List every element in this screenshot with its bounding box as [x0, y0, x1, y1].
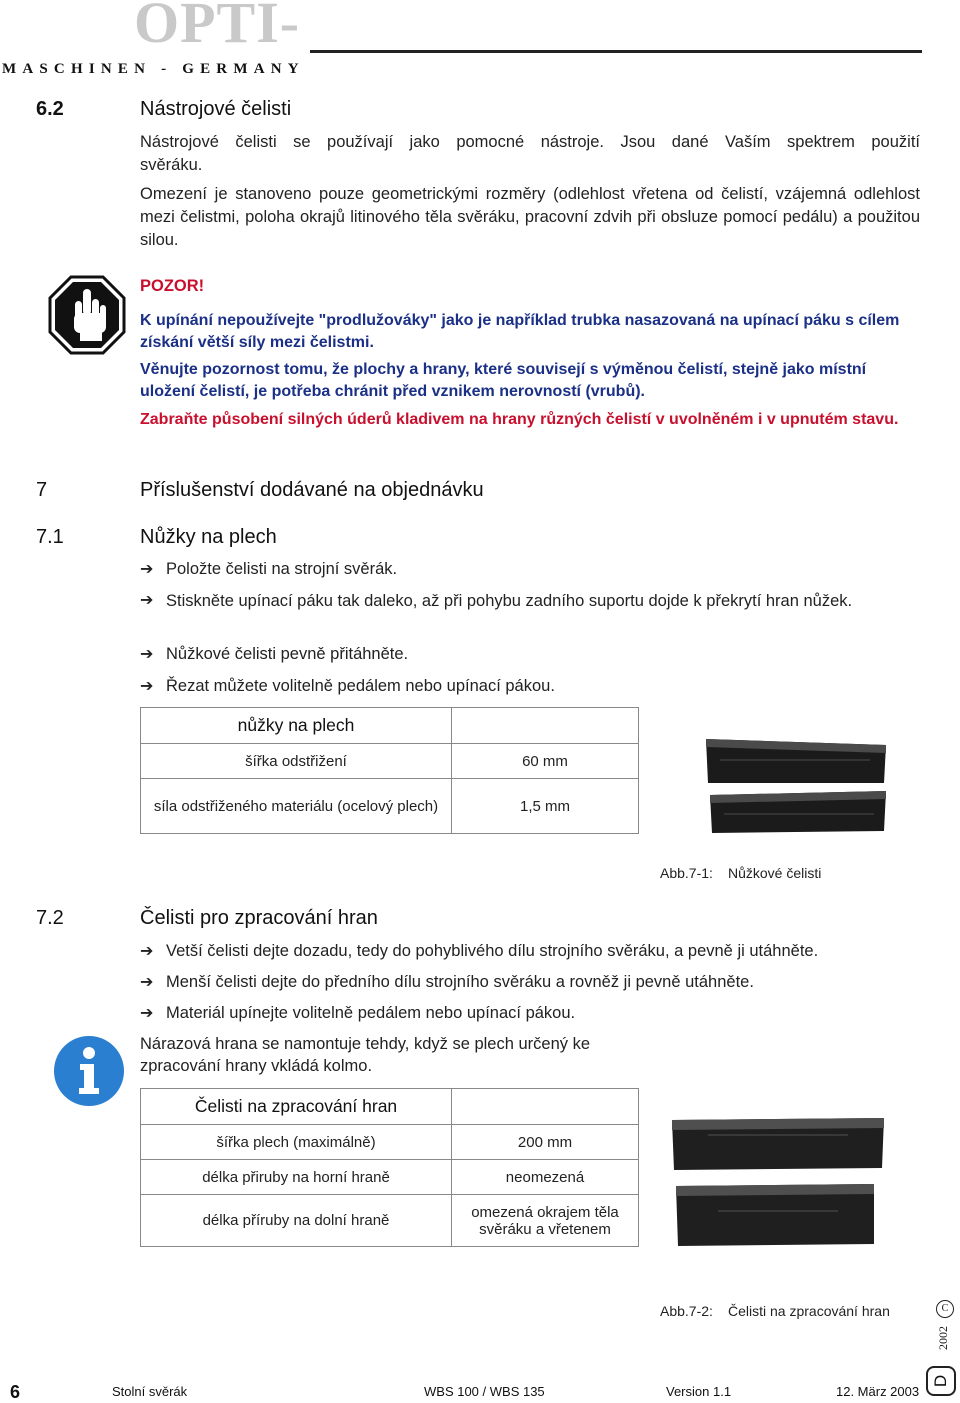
info-icon [52, 1034, 126, 1108]
edge-stop-note: Nárazová hrana se namontuje tehdy, když se plech určený ke zpracování hrany vkládá kolmo. [140, 1035, 591, 1075]
table-row [141, 1195, 639, 1247]
warning-text-surfaces: Věnujte pozornost tomu, že plochy a hrany, které souvisejí s výměnou čelistí, stejně jako místní uložení čelistí, je potřeba chránit před vznikem nerovností (vrubů). [140, 361, 867, 400]
warning-text-hammer: Zabraňte působení silných úderů kladivem na hrany různých čelistí v uvolněném i v upnutém stavu. [140, 411, 899, 428]
page-number: 6 [10, 1382, 21, 1402]
table-cell-label: šířka odstřižení [141, 744, 452, 779]
table-cell-value: 200 mm [452, 1125, 639, 1160]
language-badge: D [926, 1366, 956, 1396]
arrow-right-icon: ➔ [140, 646, 154, 663]
arrow-right-icon: ➔ [140, 561, 154, 578]
list-item: ➔ Menší čelisti dejte do předního dílu strojního svěráku a rovněž ji pevně utáhněte. [140, 971, 920, 994]
table-cell-value: 1,5 mm [452, 779, 639, 834]
table-row [141, 1125, 639, 1160]
section-number-6-2: 6.2 [36, 98, 64, 120]
edge-jaws-photo [668, 1114, 890, 1250]
table-header: nůžky na plech [141, 708, 452, 744]
copyright-mark [930, 1296, 958, 1350]
table-cell-label: délka příruby na dolní hraně [141, 1195, 452, 1247]
paragraph-6-2-line1: Nástrojové čelisti se používají jako pomocné nástroje. Jsou dané Vaším spektrem použití [140, 133, 920, 151]
figure-caption-text: Čelisti na zpracování hran [728, 1303, 890, 1319]
figure-caption-text: Nůžkové čelisti [728, 865, 822, 881]
table-cell-value: neomezená [452, 1160, 639, 1195]
shears-spec-table [140, 707, 639, 834]
section-title-7-2: Čelisti pro zpracování hran [140, 907, 378, 929]
edge-jaws-spec-table [140, 1088, 639, 1247]
table-row [141, 744, 639, 779]
footer-product: Stolní svěrák [112, 1384, 188, 1399]
list-item: ➔ Stiskněte upínací páku tak daleko, až při pohybu zadního suportu dojde k překrytí hran nůžek. [140, 592, 853, 610]
table-header: Čelisti na zpracování hran [141, 1089, 452, 1125]
footer-date: 12. März 2003 [836, 1384, 920, 1399]
list-item: ➔ Položte čelisti na strojní svěrák. [140, 558, 920, 581]
warning-title: POZOR! [140, 277, 205, 295]
copyright-year: 2002 [936, 1326, 950, 1350]
copyright-icon: C [936, 1300, 954, 1318]
shear-jaws-photo [700, 733, 890, 843]
table-row [141, 779, 639, 834]
table-row [141, 1160, 639, 1195]
footer-model: WBS 100 / WBS 135 [424, 1384, 545, 1399]
list-item: ➔ Nůžkové čelisti pevně přitáhněte. [140, 643, 920, 666]
brand-logo: OPTI- [134, 0, 301, 55]
warning-text-extensions: K upínání nepoužívejte "prodlužováky" jako je například trubka nasazovaná na upínací páku s cílem získání větší síly mezi čelistmi. [140, 312, 900, 351]
table-cell-value: 60 mm [452, 744, 639, 779]
section-title-7: Příslušenství dodávané na objednávku [140, 479, 484, 501]
section-number-7: 7 [36, 479, 48, 501]
stop-hand-icon [48, 275, 126, 355]
arrow-right-icon: ➔ [140, 1005, 154, 1022]
table-cell-label: šířka plech (maximálně) [141, 1125, 452, 1160]
brand-tagline: MASCHINEN - GERMANY [2, 61, 305, 77]
list-item: ➔ Řezat můžete volitelně pedálem nebo upínací pákou. [140, 675, 920, 698]
arrow-right-icon: ➔ [140, 974, 154, 991]
section-number-7-2: 7.2 [36, 907, 64, 929]
section-title-7-1: Nůžky na plech [140, 526, 277, 548]
arrow-right-icon: ➔ [140, 678, 154, 695]
arrow-right-icon: ➔ [140, 943, 154, 960]
table-cell-label: délka přiruby na horní hraně [141, 1160, 452, 1195]
list-item: ➔ Materiál upínejte volitelně pedálem nebo upínací pákou. [140, 1002, 920, 1025]
section-number-7-1: 7.1 [36, 526, 64, 548]
footer-version: Version 1.1 [666, 1384, 732, 1399]
figure-caption-number: Abb.7-2: [660, 1303, 713, 1319]
paragraph-6-2-line2: svěráku. [140, 156, 203, 174]
section-title-6-2: Nástrojové čelisti [140, 98, 292, 120]
figure-caption-number: Abb.7-1: [660, 865, 713, 881]
list-item: ➔ Vetší čelisti dejte dozadu, tedy do pohyblivého dílu strojního svěráku, a pevně ji utáhněte. [140, 940, 920, 963]
table-cell-label: síla odstřiženého materiálu (ocelový plech) [141, 779, 452, 834]
arrow-right-icon: ➔ [140, 592, 154, 609]
table-cell-value: omezená okrajem těla svěráku a vřetenem [452, 1195, 639, 1247]
header-rule [310, 50, 922, 53]
paragraph-6-2-limits: Omezení je stanoveno pouze geometrickými rozměry (odlehlost vřetena od čelistí, vzájemná odlehlost mezi čelistmi, poloha okrajů litinového těla svěráku, pracovní zdvih při obsluze pomocí pedálu) a použitou silou. [140, 185, 920, 249]
